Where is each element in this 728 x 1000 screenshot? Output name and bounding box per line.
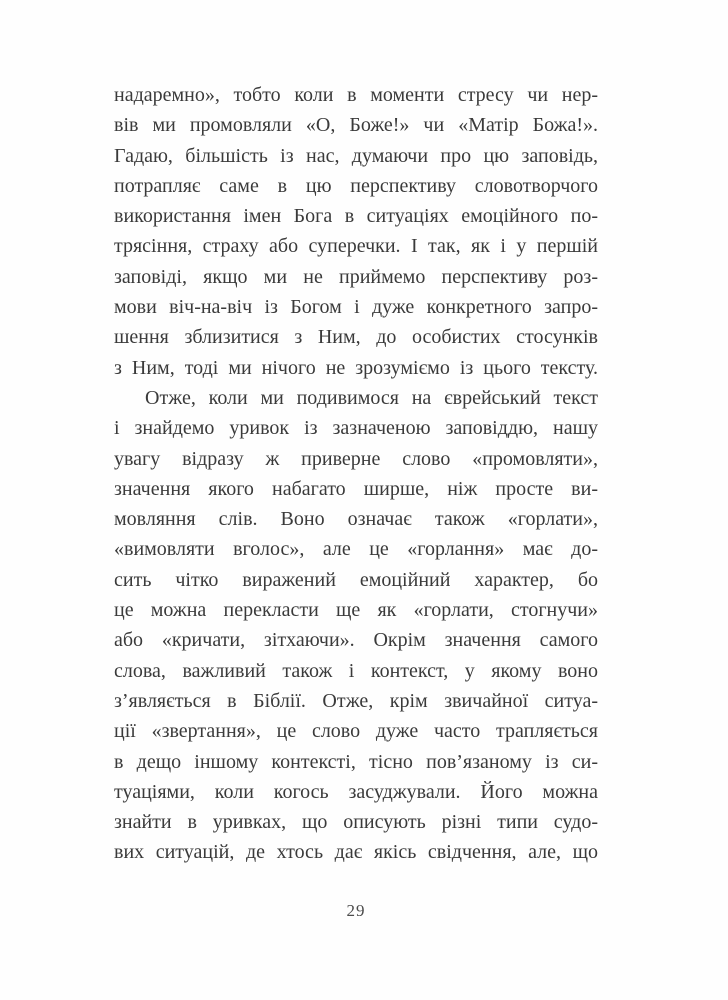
text-line: туаціями, коли когось засуджували. Його можна	[114, 780, 598, 803]
paragraph	[114, 80, 598, 383]
text-line: і знайдемо уривок із зазначеною заповіддю, нашу	[114, 417, 598, 440]
text-line: з Ним, тоді ми нічого не зрозуміємо із цього тексту.	[114, 356, 598, 379]
text-line: значення якого набагато ширше, ніж просте ви-	[114, 477, 598, 500]
text-line: Гадаю, більшість із нас, думаючи про цю заповідь,	[114, 144, 598, 167]
paragraph	[114, 383, 598, 868]
text-line: або «кричати, зітхаючи». Окрім значення самого	[114, 629, 598, 652]
body-text	[114, 80, 598, 868]
text-line: використання імен Бога в ситуаціях емоційного по-	[114, 205, 598, 228]
text-line: Отже, коли ми подивимося на єврейський текст	[145, 386, 598, 409]
text-line: вів ми промовляли «О, Боже!» чи «Матір Божа!».	[114, 114, 598, 137]
text-line: «вимовляти вголос», але це «горлання» має до-	[114, 538, 598, 561]
text-line: це можна перекласти ще як «горлати, стогнучи»	[114, 599, 598, 622]
text-line: мовляння слів. Воно означає також «горлати»,	[114, 508, 598, 531]
text-line: потрапляє саме в цю перспективу словотворчого	[114, 174, 598, 197]
text-line: знайти в уривках, що описують різні типи судо-	[114, 811, 598, 834]
text-line: трясіння, страху або суперечки. І так, як і у першій	[114, 235, 598, 258]
text-line: заповіді, якщо ми не приймемо перспективу роз-	[114, 265, 598, 288]
text-line: слова, важливий також і контекст, у якому воно	[114, 659, 598, 682]
page-number: 29	[346, 901, 366, 920]
text-line: з’являється в Біблії. Отже, крім звичайної ситуа-	[114, 689, 598, 712]
text-line: в дещо іншому контексті, тісно пов’язаному із си-	[114, 750, 598, 773]
text-line: вих ситуацій, де хтось дає якісь свідчення, але, що	[114, 841, 598, 864]
text-line: ції «звертання», це слово дуже часто трапляється	[114, 720, 598, 743]
text-line: надаремно», тобто коли в моменти стресу чи нер-	[114, 84, 598, 106]
text-line: увагу відразу ж приверне слово «промовляти»,	[114, 447, 598, 470]
text-line: мови віч-на-віч із Богом і дуже конкретного запро-	[114, 296, 598, 319]
text-line: шення зблизитися з Ним, до особистих стосунків	[114, 326, 598, 349]
text-line: сить чітко виражений емоційний характер, бо	[114, 568, 598, 591]
